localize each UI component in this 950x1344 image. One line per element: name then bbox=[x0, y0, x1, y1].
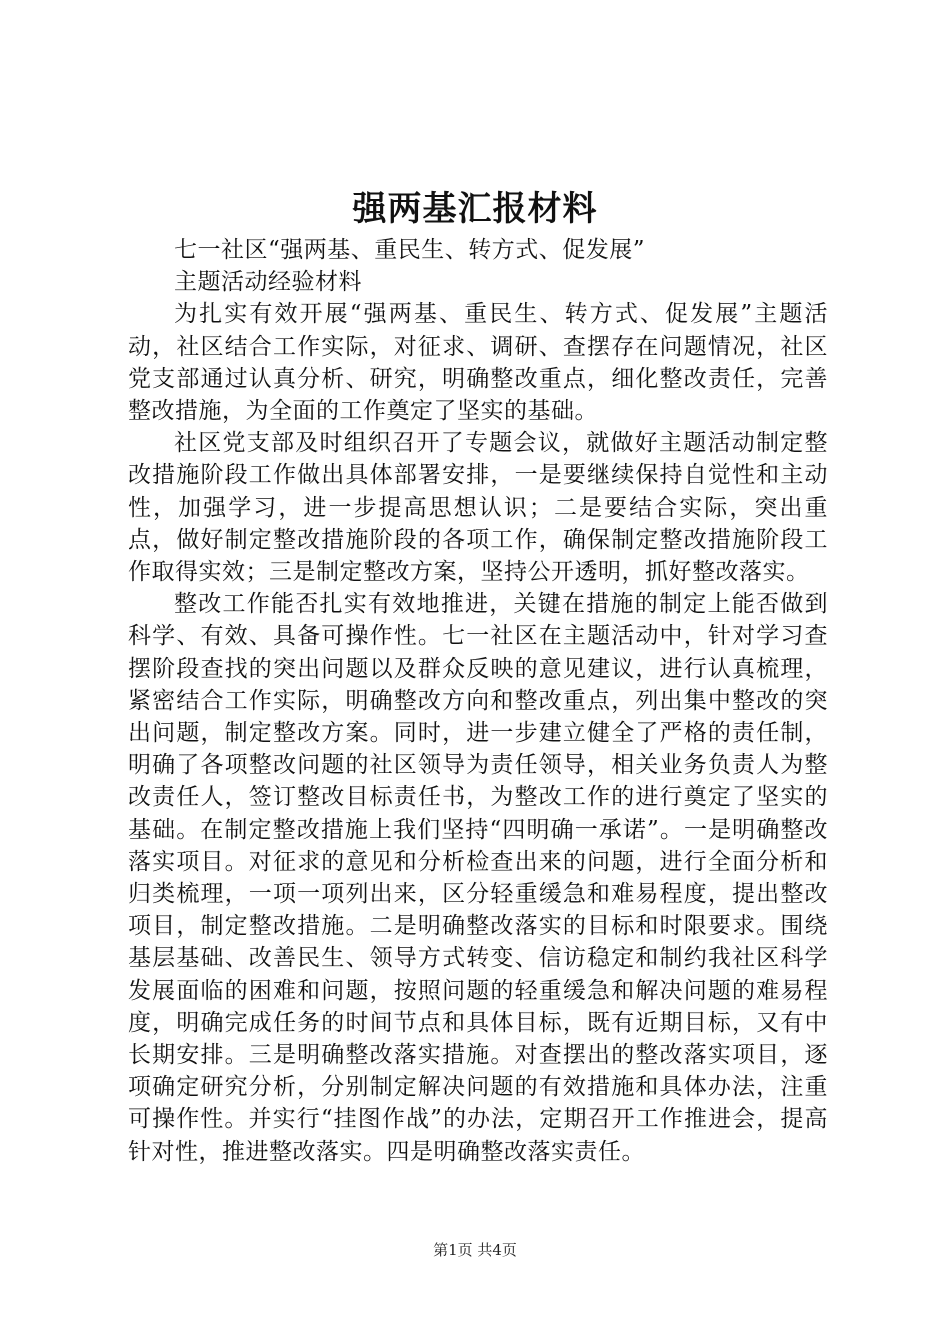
document-title: 强两基汇报材料 bbox=[352, 189, 598, 229]
page-number-footer: 第1页 共4页 bbox=[433, 1241, 517, 1259]
paragraph-3: 整改工作能否扎实有效地推进，关键在措施的制定上能否做到科学、有效、具备可操作性。七一社区在主题活动中，针对学习查摆阶段查找的突出问题以及群众反映的意见建议，进行认真梳理，紧密结合工作实际，明确整改方向和整改重点，列出集中整改的突出问题，制定整改方案。同时，进一步建立健全了严格的责任制，明确了各项整改问题的社区领导为责任领导，相关业务负责人为整改责任人，签订整改目标责任书，为整改工作的进行奠定了坚实的基础。在制定整改措施上我们坚持“四明确一承诺”。一是明确整改落实项目。对征求的意见和分析检查出来的问题，进行全面分析和归类梳理，一项一项列出来，区分轻重缓急和难易程度，提出整改项目，制定整改措施。二是明确整改落实的目标和时限要求。围绕基层基础、改善民生、领导方式转变、信访稳定和制约我社区科学发展面临的困难和问题，按照问题的轻重缓急和解决问题的难易程度，明确完成任务的时间节点和具体目标，既有近期目标，又有中长期安排。三是明确整改落实措施。对查摆出的整改落实项目，逐项确定研究分析，分别制定解决问题的有效措施和具体办法，注重可操作性。并实行“挂图作战”的办法，定期召开工作推进会，提高针对性，推进整改落实。四是明确整改落实责任。 bbox=[128, 591, 828, 1165]
subtitle-line-2: 主题活动经验材料 bbox=[174, 269, 362, 296]
paragraph-2: 社区党支部及时组织召开了专题会议，就做好主题活动制定整改措施阶段工作做出具体部署安排，一是要继续保持自觉性和主动性，加强学习，进一步提高思想认识；二是要结合实际，突出重点，做好制定整改措施阶段的各项工作，确保制定整改措施阶段工作取得实效；三是制定整改方案，坚持公开透明，抓好整改落实。 bbox=[128, 430, 828, 586]
paragraph-1: 为扎实有效开展“强两基、重民生、转方式、促发展”主题活动，社区结合工作实际，对征求、调研、查摆存在问题情况，社区党支部通过认真分析、研究，明确整改重点，细化整改责任，完善整改措施，为全面的工作奠定了坚实的基础。 bbox=[128, 301, 828, 425]
document-body bbox=[128, 234, 828, 1168]
subtitle-line-1: 七一社区“强两基、重民生、转方式、促发展” bbox=[174, 237, 646, 263]
